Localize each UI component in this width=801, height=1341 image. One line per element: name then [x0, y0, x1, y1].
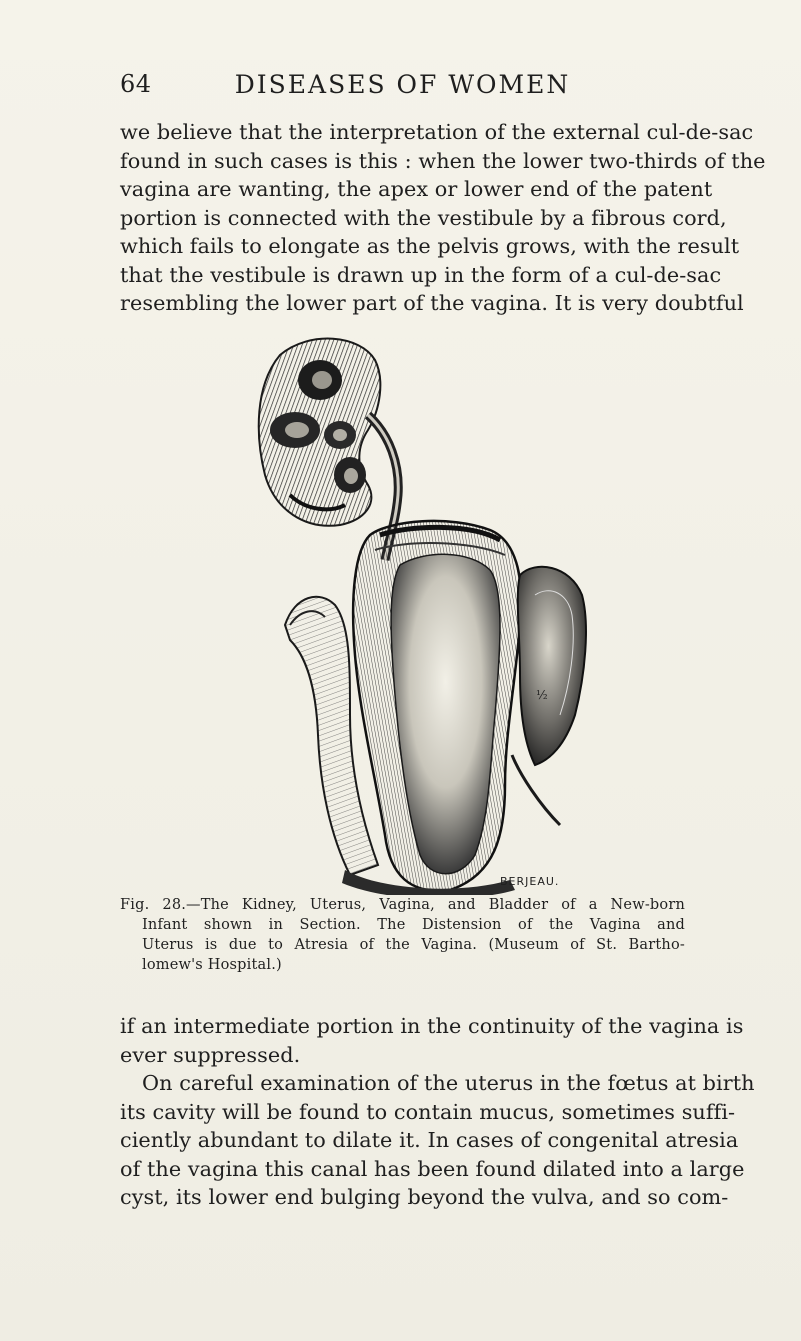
text-line: ever suppressed.: [120, 1042, 301, 1067]
text-line: resembling the lower part of the vagina. It is very doubtful: [120, 291, 744, 315]
illustration-kidney-uterus-vagina-bladder: [250, 335, 590, 895]
text-line: ciently abundant to dilate it. In cases of congenital atresia: [120, 1128, 739, 1152]
text-line: vagina are wanting, the apex or lower end of the patent: [120, 177, 713, 201]
text-line: cyst, its lower end bulging beyond the vulva, and so com-: [120, 1185, 729, 1209]
text-line: that the vestibule is drawn up in the form of a cul-de-sac: [120, 262, 722, 287]
caption-line: lomew's Hospital.): [142, 957, 282, 973]
text-line: its cavity will be found to contain mucus, sometimes suffi-: [120, 1099, 736, 1124]
page-number: 64: [120, 70, 152, 98]
text-line: portion is connected with the vestibule by a fibrous cord,: [120, 205, 727, 230]
kidney: [259, 339, 381, 526]
bladder: [512, 567, 586, 825]
text-line: On careful examination of the uterus in the fœtus at birth: [142, 1071, 755, 1095]
anatomical-illustration: [250, 335, 590, 895]
engraver-signature: BERJEAU.: [500, 875, 560, 888]
figure-caption: [120, 895, 685, 975]
caption-line: Uterus is due to Atresia of the Vagina. (Museum of St. Bartho-: [142, 937, 685, 953]
caption-line: Infant shown in Section. The Distension of the Vagina and: [142, 917, 685, 933]
text-line: if an intermediate portion in the continuity of the vagina is: [120, 1014, 744, 1038]
text-line: we believe that the interpretation of the external cul-de-sac: [120, 120, 754, 144]
text-line: which fails to elongate as the pelvis grows, with the result: [120, 234, 740, 258]
distended-vagina-uterus: [353, 521, 521, 891]
running-head: DISEASES OF WOMEN: [234, 70, 571, 99]
bottom-paragraph: [120, 1012, 755, 1212]
page-header: [120, 70, 685, 106]
top-paragraph: [120, 118, 766, 318]
text-line: found in such cases is this : when the lower two-thirds of the: [120, 148, 766, 173]
text-line: of the vagina this canal has been found dilated into a large: [120, 1156, 745, 1181]
caption-line: Fig. 28.—The Kidney, Uterus, Vagina, and Bladder of a New-born: [120, 897, 685, 913]
scale-mark: ½: [536, 688, 548, 702]
